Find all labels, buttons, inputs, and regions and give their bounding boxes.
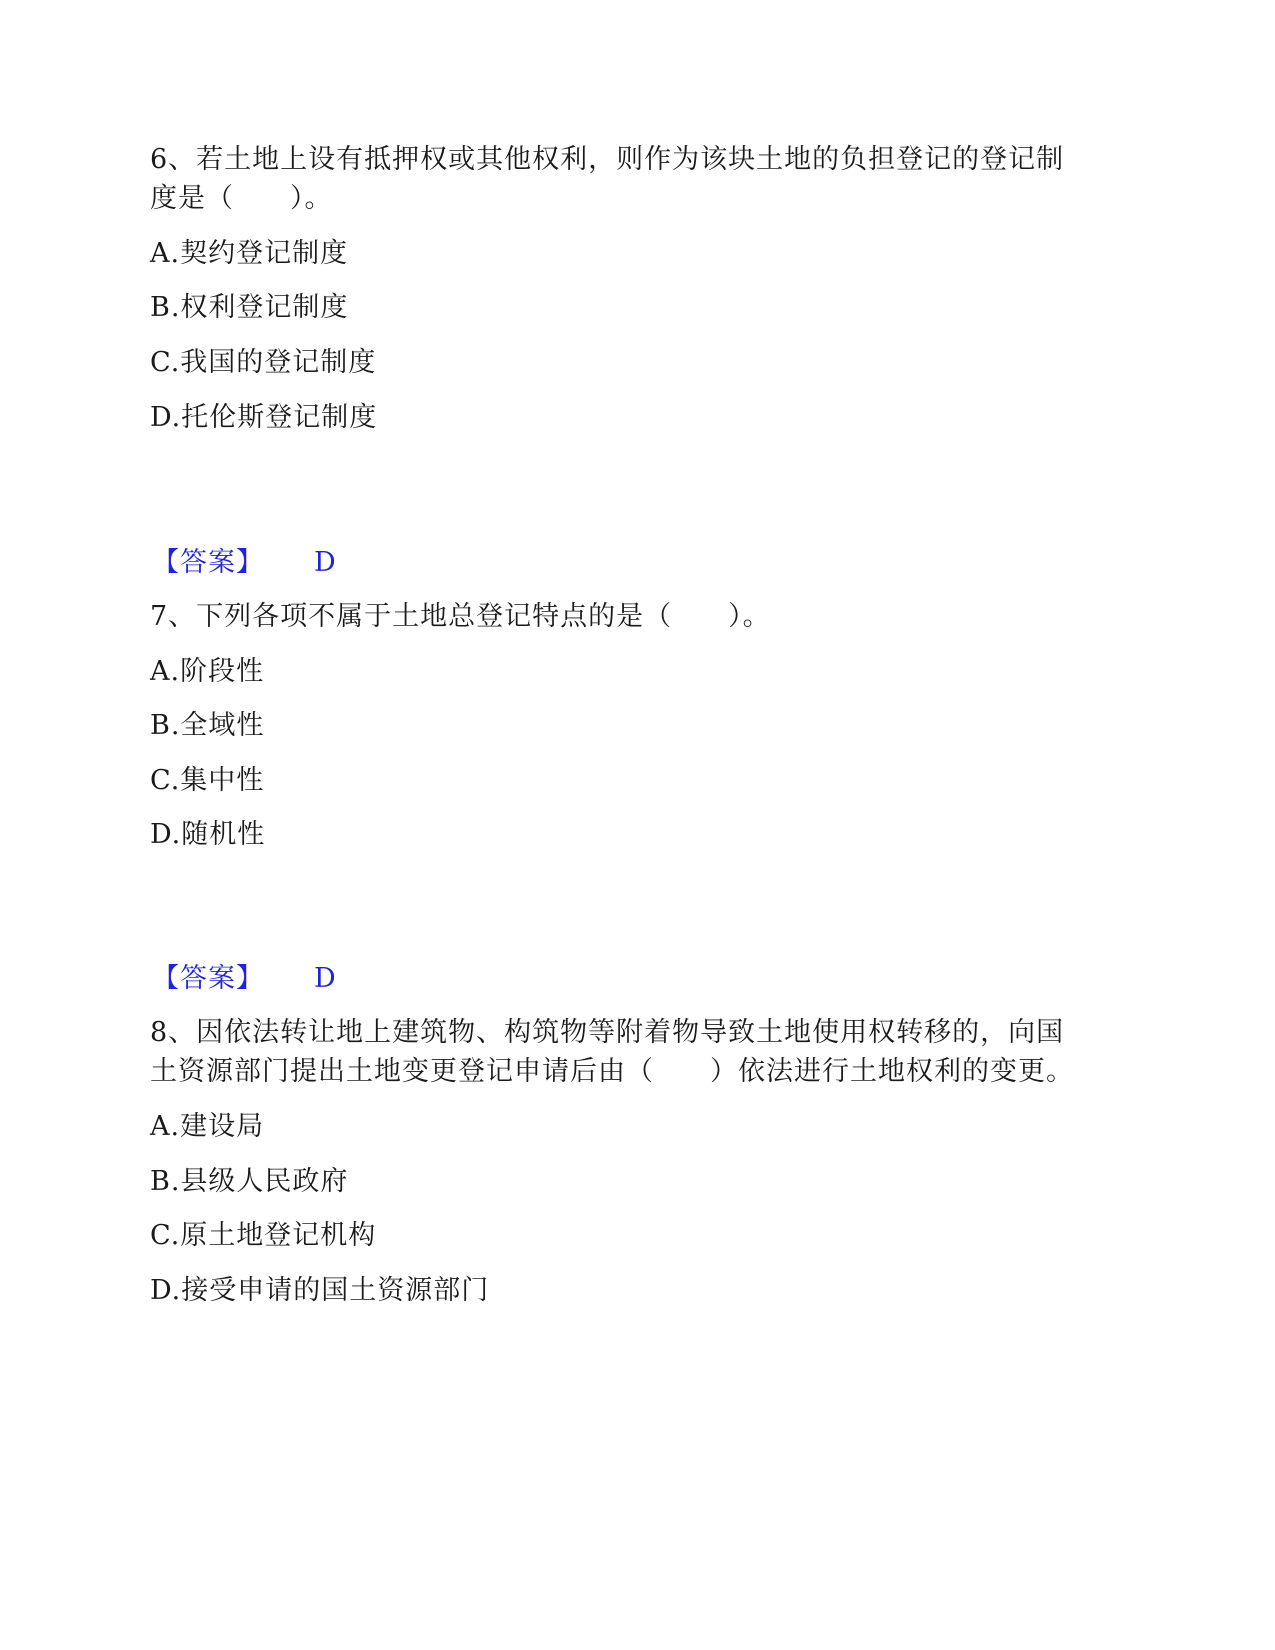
question-7-option-d: D.随机性 — [150, 819, 266, 850]
question-7-option-a: A.阶段性 — [150, 656, 265, 687]
question-7-answer — [152, 960, 336, 998]
question-7-option-c: C.集中性 — [150, 765, 265, 796]
answer-value: D — [314, 547, 336, 578]
question-7-stem-line-1: 7、下列各项不属于土地总登记特点的是（ ）。 — [150, 601, 771, 632]
question-8-stem-line-2: 土资源部门提出土地变更登记申请后由（ ）依法进行土地权利的变更。 — [150, 1056, 1074, 1087]
question-6-stem-line-2: 度是（ ）。 — [150, 183, 333, 214]
question-6-option-d: D.托伦斯登记制度 — [150, 402, 378, 433]
answer-value: D — [314, 963, 336, 994]
question-8-stem-line-1: 8、因依法转让地上建筑物、构筑物等附着物导致土地使用权转移的，向国 — [150, 1017, 1065, 1048]
question-6-stem-line-1: 6、若土地上设有抵押权或其他权利，则作为该块土地的负担登记的登记制 — [150, 144, 1065, 175]
question-8-option-d: D.接受申请的国土资源部门 — [150, 1275, 490, 1306]
answer-label: 【答案】 — [152, 963, 264, 994]
question-8-option-b: B.县级人民政府 — [150, 1166, 349, 1197]
question-8-option-a: A.建设局 — [150, 1111, 265, 1142]
question-6-option-b: B.权利登记制度 — [150, 292, 349, 323]
question-6-option-c: C.我国的登记制度 — [150, 347, 377, 378]
answer-label: 【答案】 — [152, 547, 264, 578]
question-7-option-b: B.全域性 — [150, 710, 265, 741]
question-6-answer — [152, 544, 336, 582]
question-6-option-a: A.契约登记制度 — [150, 238, 349, 269]
question-8-option-c: C.原土地登记机构 — [150, 1220, 377, 1251]
